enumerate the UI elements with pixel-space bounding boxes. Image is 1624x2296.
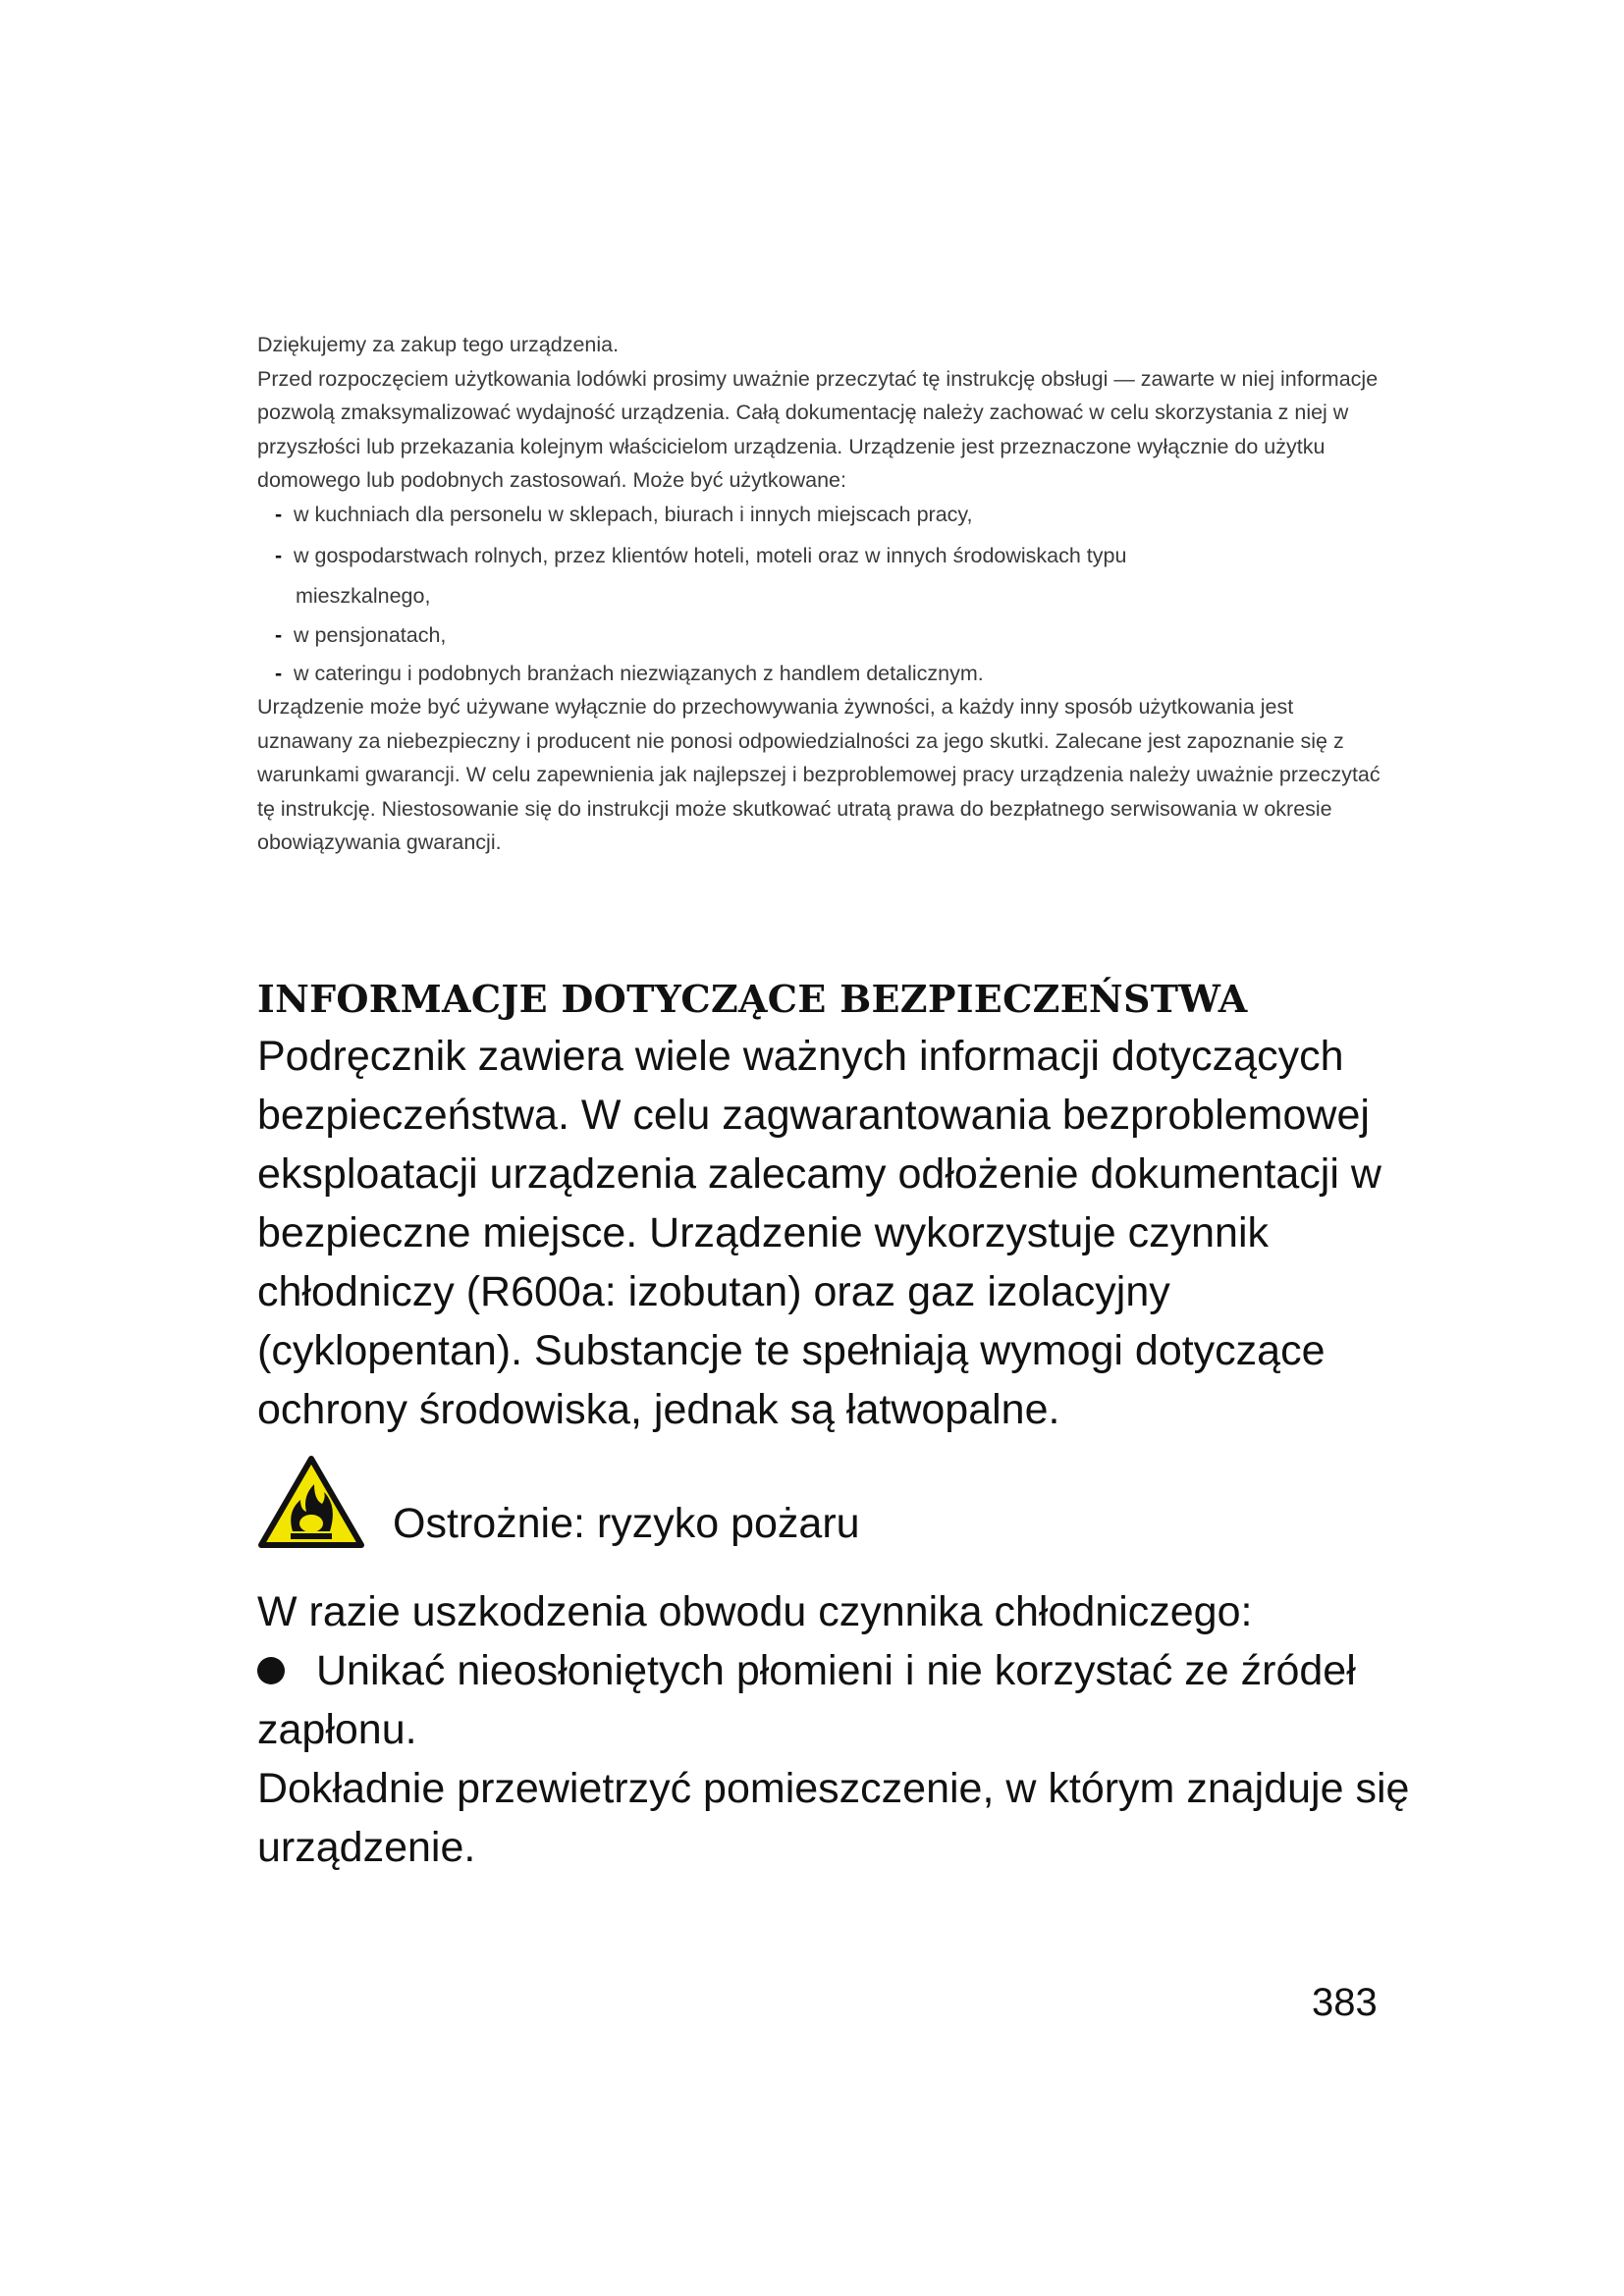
bullet-item (257, 1641, 1416, 1759)
list-item-text: w kuchniach dla personelu w sklepach, biurach i innych miejscach pracy, (294, 502, 973, 526)
list-item (257, 618, 1386, 653)
list-item (257, 657, 1386, 691)
bullet-dot-icon (257, 1657, 285, 1684)
fire-warning (257, 1455, 1416, 1553)
page-number: 383 (1312, 1981, 1378, 2024)
warning-text: Ostrożnie: ryzyko pożaru (393, 1500, 860, 1547)
list-item-text: w gospodarstwach rolnych, przez klientów hoteli, moteli oraz w innych środowiskach typu (294, 544, 1127, 567)
intro-section (257, 328, 1386, 860)
damage-intro: W razie uszkodzenia obwodu czynnika chłodniczego: (257, 1588, 1253, 1635)
dash-bullet: - (275, 502, 283, 526)
list-item (257, 498, 1386, 532)
dash-bullet: - (275, 623, 283, 647)
dash-bullet: - (275, 661, 283, 685)
safety-section (257, 972, 1416, 1877)
safety-paragraph: Podręcznik zawiera wiele ważnych informacji dotyczących bezpieczeństwa. W celu zagwarantowania bezproblemowej eksploatacji urządzenia zalecamy odłożenie dokumentacji w bezpieczne miejsce. Urządzenie wykorzystuje czynnik chłodniczy (R600a: izobutan) oraz gaz izolacyjny (cyklopentan). Substancje te spełniają wymogi dotyczące ochrony środowiska, jednak są łatwopalne. (257, 1033, 1381, 1433)
intro-paragraph-1: Przed rozpoczęciem użytkowania lodówki prosimy uważnie przeczytać tę instrukcję obsługi — zawarte w niej informacje pozwolą zmaksymalizować wydajność urządzenia. Całą dokumentację należy zachować w celu skorzystania z niej w przyszłości lub przekazania kolejnym właścicielom urządzenia. Urządzenie jest przeznaczone wyłącznie do użytku domowego lub podobnych zastosowań. Może być użytkowane: (257, 366, 1379, 492)
ventilate-instruction: Dokładnie przewietrzyć pomieszczenie, w którym znajduje się urządzenie. (257, 1765, 1410, 1871)
intro-thanks: Dziękujemy za zakup tego urządzenia. (257, 333, 620, 356)
bullet-item-text: Unikać nieosłoniętych płomieni i nie korzystać ze źródeł zapłonu. (257, 1647, 1356, 1753)
list-item-text: w cateringu i podobnych branżach niezwiązanych z handlem detalicznym. (294, 661, 984, 685)
list-item-text: w pensjonatach, (294, 623, 447, 647)
safety-heading: INFORMACJE DOTYCZĄCE BEZPIECZEŃSTWA (257, 977, 1248, 1021)
intro-paragraph-2: Urządzenie może być używane wyłącznie do przechowywania żywności, a każdy inny sposób użytkowania jest uznawany za niebezpieczny i producent nie ponosi odpowiedzialności za jego skutki. Zalecane jest zapoznanie się z warunkami gwarancji. W celu zapewnienia jak najlepszej i bezproblemowej pracy urządzenia należy uważnie przeczytać tę instrukcję. Niestosowanie się do instrukcji może skutkować utratą prawa do bezpłatnego serwisowania w okresie obowiązywania gwarancji. (257, 695, 1380, 854)
fire-hazard-icon (257, 1455, 365, 1549)
list-item-continuation: mieszkalnego, (296, 583, 431, 608)
list-item (257, 539, 1386, 613)
dash-bullet: - (275, 544, 283, 567)
